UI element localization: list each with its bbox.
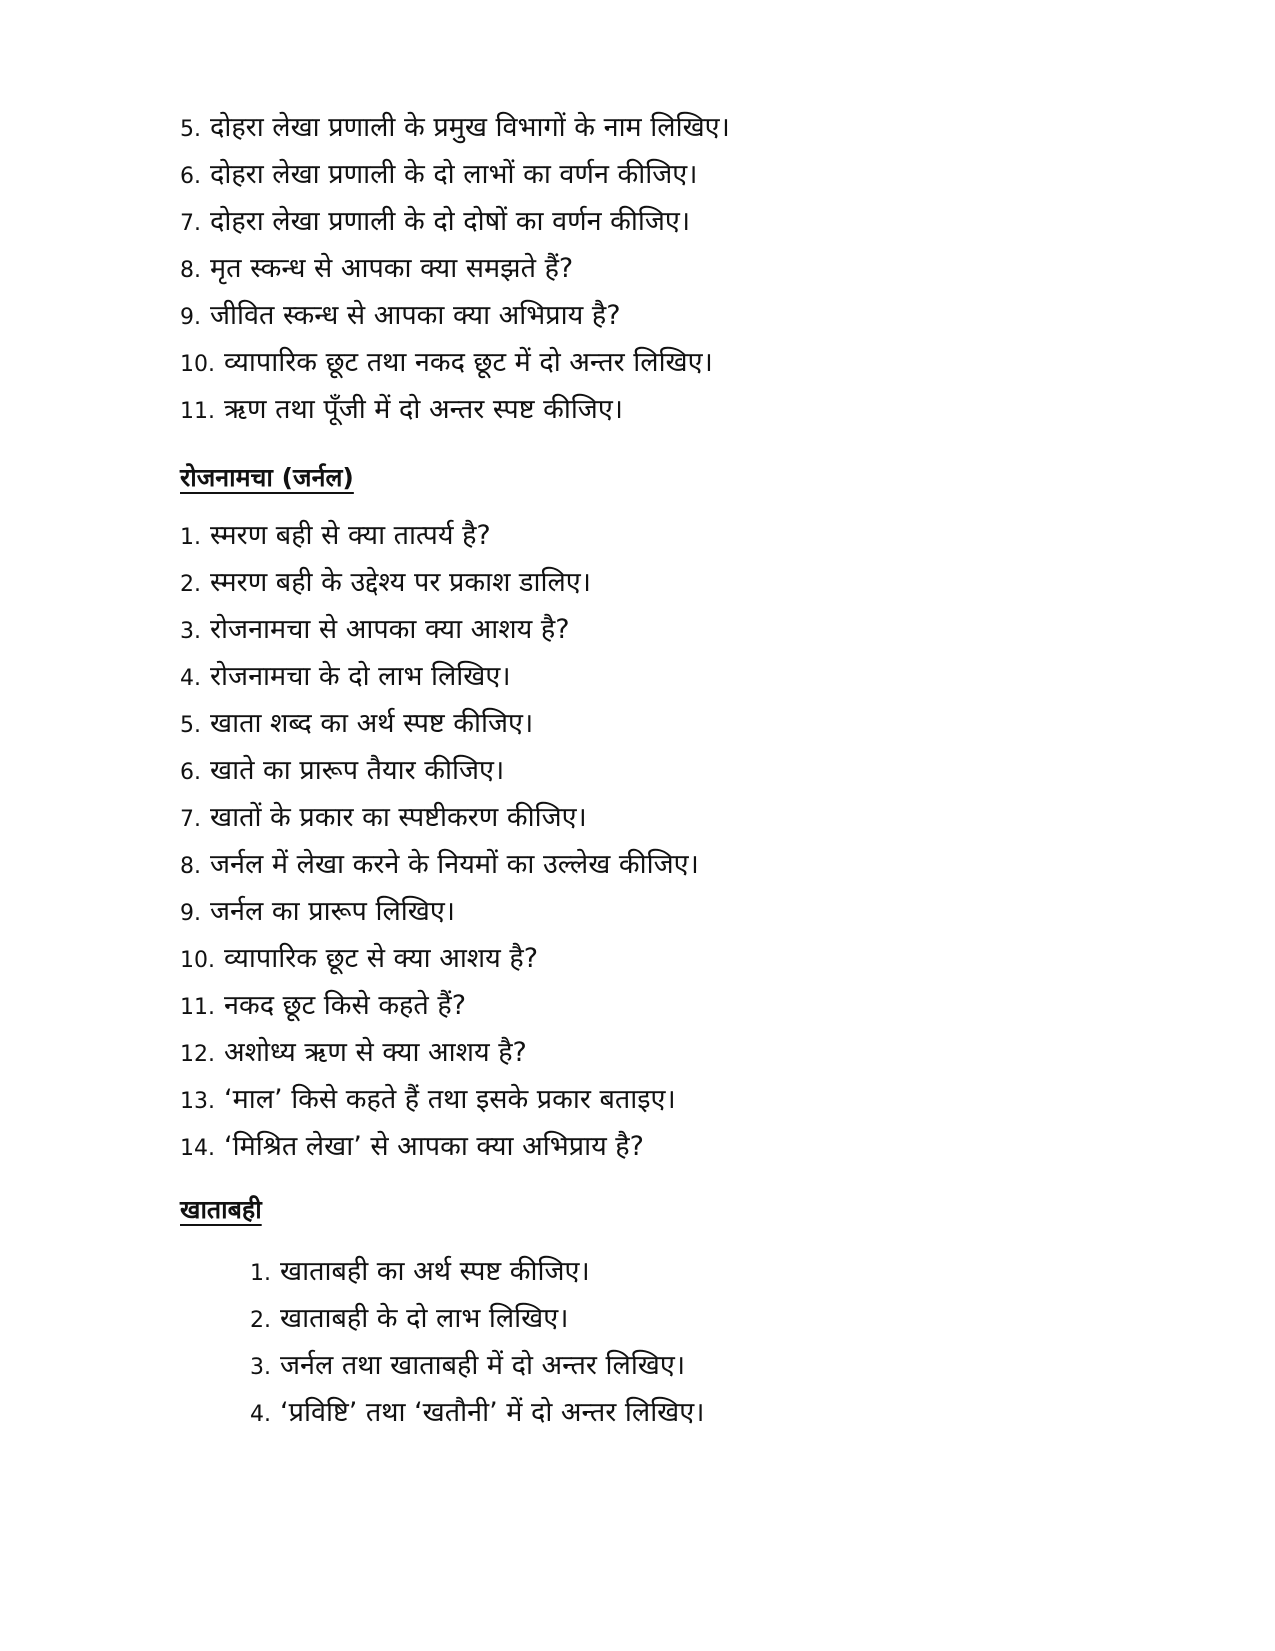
question-item [180,386,1180,433]
question-text: अशोध्य ऋण से क्या आशय है? [224,1037,527,1068]
journal-question-list [180,512,1180,1170]
question-item [180,606,1180,653]
question-number: 7. [180,211,201,236]
question-item [180,794,1180,841]
question-text: खाता शब्द का अर्थ स्पष्ट कीजिए। [210,708,534,739]
question-number: 9. [180,901,201,926]
question-item [250,1342,1250,1389]
question-number: 6. [180,760,201,785]
ledger-question-list [250,1248,1250,1436]
question-number: 7. [180,807,201,832]
question-text: जर्नल का प्रारूप लिखिए। [210,896,456,927]
question-number: 14. [180,1136,215,1161]
question-number: 6. [180,164,201,189]
question-number: 4. [250,1402,271,1427]
question-text: व्यापारिक छूट तथा नकद छूट में दो अन्तर लिखिए। [224,347,713,378]
question-number: 11. [180,995,215,1020]
question-text: मृत स्कन्ध से आपका क्या समझते हैं? [210,253,574,284]
question-item [180,653,1180,700]
question-item [180,339,1180,386]
question-item [180,512,1180,559]
question-text: जर्नल में लेखा करने के नियमों का उल्लेख कीजिए। [210,849,699,880]
question-number: 2. [250,1308,271,1333]
question-number: 2. [180,572,201,597]
question-text: ऋण तथा पूँजी में दो अन्तर स्पष्ट कीजिए। [224,394,624,425]
question-item [180,888,1180,935]
question-text: दोहरा लेखा प्रणाली के प्रमुख विभागों के नाम लिखिए। [210,112,730,143]
question-item [180,841,1180,888]
question-item [180,747,1180,794]
question-text: खातों के प्रकार का स्पष्टीकरण कीजिए। [210,802,587,833]
question-number: 12. [180,1042,215,1067]
question-number: 1. [180,525,201,550]
question-text: ‘मिश्रित लेखा’ से आपका क्या अभिप्राय है? [224,1131,644,1162]
question-item [180,245,1180,292]
question-number: 10. [180,948,215,973]
question-text: दोहरा लेखा प्रणाली के दो लाभों का वर्णन कीजिए। [210,159,698,190]
question-item [180,700,1180,747]
question-item [180,198,1180,245]
question-number: 5. [180,713,201,738]
question-text: खाताबही का अर्थ स्पष्ट कीजिए। [280,1256,590,1287]
question-number: 11. [180,399,215,424]
ledger-section-heading: खाताबही [180,1195,262,1224]
question-text: ‘माल’ किसे कहते हैं तथा इसके प्रकार बताइए। [224,1084,676,1115]
question-item [180,1029,1180,1076]
question-number: 1. [250,1261,271,1286]
intro-question-section [180,104,1180,433]
question-text: जीवित स्कन्ध से आपका क्या अभिप्राय है? [210,300,621,331]
question-item [180,559,1180,606]
ledger-question-section [250,1248,1250,1436]
question-text: नकद छूट किसे कहते हैं? [224,990,467,1021]
question-number: 8. [180,258,201,283]
question-number: 13. [180,1089,215,1114]
question-text: ‘प्रविष्टि’ तथा ‘खतौनी’ में दो अन्तर लिखिए। [280,1397,705,1428]
question-item [180,151,1180,198]
journal-section-heading: रोजनामचा (जर्नल) [180,463,354,492]
question-text: स्मरण बही के उद्देश्य पर प्रकाश डालिए। [210,567,591,598]
question-item [250,1248,1250,1295]
question-number: 3. [180,619,201,644]
question-number: 4. [180,666,201,691]
question-item [180,982,1180,1029]
question-text: स्मरण बही से क्या तात्पर्य है? [210,520,491,551]
question-item [250,1389,1250,1436]
question-number: 9. [180,305,201,330]
question-number: 8. [180,854,201,879]
question-number: 3. [250,1355,271,1380]
question-number: 5. [180,117,201,142]
question-text: व्यापारिक छूट से क्या आशय है? [224,943,539,974]
question-item [180,104,1180,151]
question-item [250,1295,1250,1342]
question-text: जर्नल तथा खाताबही में दो अन्तर लिखिए। [280,1350,686,1381]
question-item [180,292,1180,339]
question-text: खाते का प्रारूप तैयार कीजिए। [210,755,505,786]
journal-question-section [180,512,1180,1170]
question-item [180,1123,1180,1170]
intro-question-list [180,104,1180,433]
question-text: रोजनामचा के दो लाभ लिखिए। [210,661,511,692]
question-item [180,1076,1180,1123]
question-item [180,935,1180,982]
question-text: खाताबही के दो लाभ लिखिए। [280,1303,569,1334]
question-text: दोहरा लेखा प्रणाली के दो दोषों का वर्णन कीजिए। [210,206,691,237]
question-number: 10. [180,352,215,377]
question-text: रोजनामचा से आपका क्या आशय है? [210,614,570,645]
